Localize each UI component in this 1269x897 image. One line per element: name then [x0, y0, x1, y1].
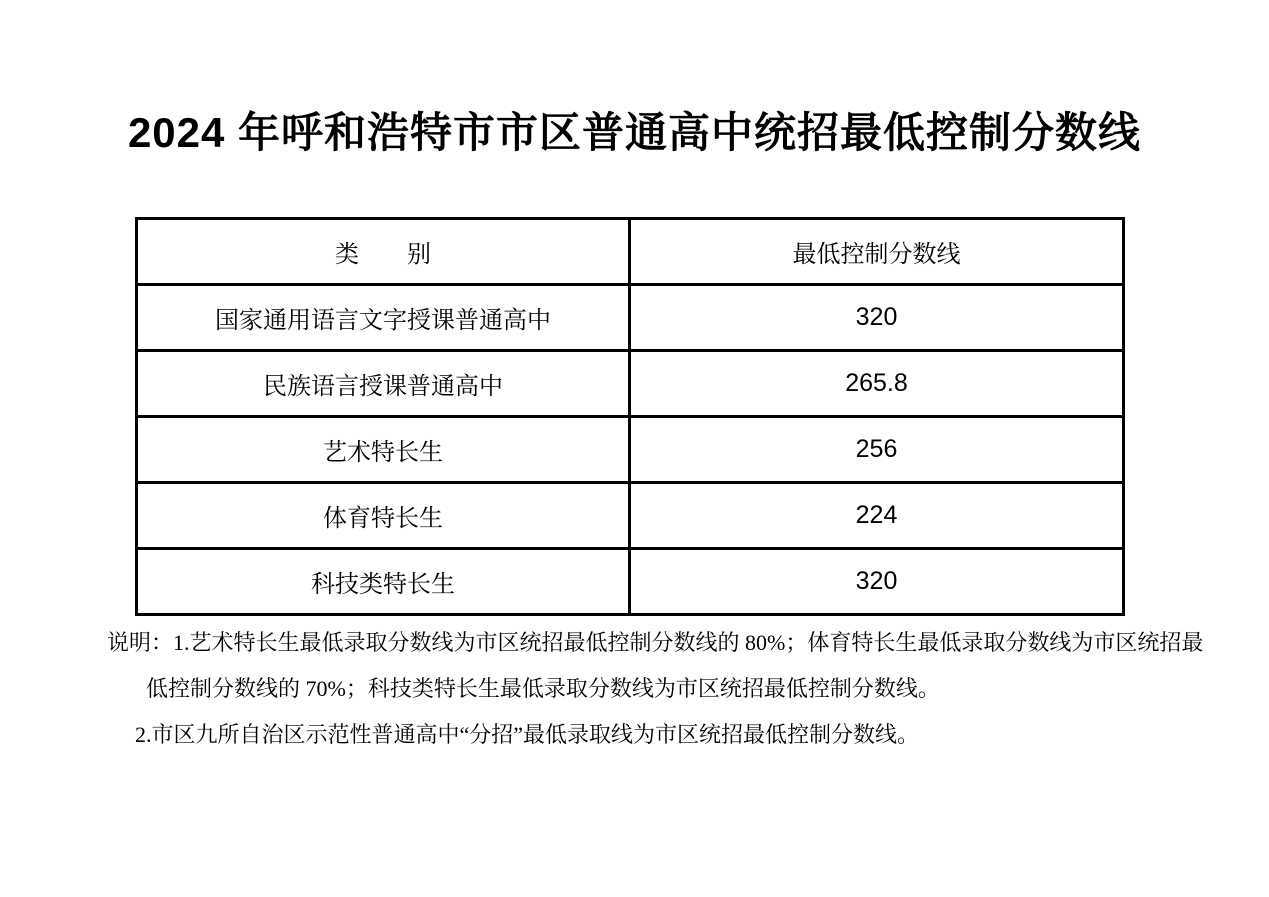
table-row [137, 417, 1124, 483]
category-cell: 国家通用语言文字授课普通高中 [137, 285, 630, 351]
score-cell: 256 [630, 417, 1124, 483]
note-line: 说明：1.艺术特长生最低录取分数线为市区统招最低控制分数线的 80%；体育特长生最低录取分数线为市区统招最 [107, 630, 1204, 655]
score-table [135, 217, 1125, 616]
header-min-score: 最低控制分数线 [630, 219, 1124, 285]
note-line: 低控制分数线的 70%；科技类特长生最低录取分数线为市区统招最低控制分数线。 [146, 676, 940, 701]
score-cell: 224 [630, 483, 1124, 549]
category-cell: 体育特长生 [137, 483, 630, 549]
table-row [137, 549, 1124, 615]
category-cell: 艺术特长生 [137, 417, 630, 483]
document-title: 2024 年呼和浩特市市区普通高中统招最低控制分数线 [127, 109, 1142, 156]
notes-block [0, 620, 1269, 758]
header-category: 类 别 [137, 219, 630, 285]
category-cell: 民族语言授课普通高中 [137, 351, 630, 417]
score-cell: 265.8 [630, 351, 1124, 417]
note-line: 2.市区九所自治区示范性普通高中“分招”最低录取线为市区统招最低控制分数线。 [135, 722, 920, 747]
score-cell: 320 [630, 285, 1124, 351]
score-cell: 320 [630, 549, 1124, 615]
table-header-row [137, 219, 1124, 285]
table-row [137, 285, 1124, 351]
table-row [137, 351, 1124, 417]
table-row [137, 483, 1124, 549]
category-cell: 科技类特长生 [137, 549, 630, 615]
